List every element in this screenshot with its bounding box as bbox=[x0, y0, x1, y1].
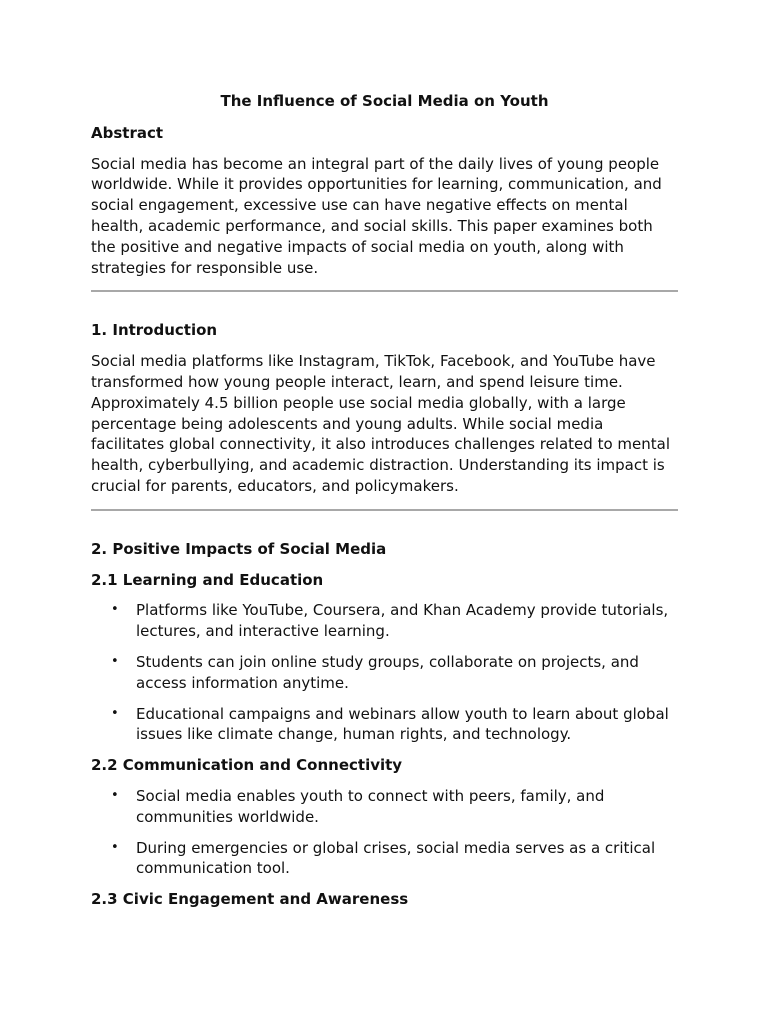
civic-engagement-heading: 2.3 Civic Engagement and Awareness bbox=[91, 890, 409, 909]
list-item bbox=[91, 652, 678, 694]
list-item-text: During emergencies or global crises, social media serves as a critical communication tool. bbox=[136, 838, 656, 878]
list-item-text: Students can join online study groups, collaborate on projects, and access information anytime. bbox=[136, 652, 639, 692]
bullet-icon: • bbox=[111, 787, 119, 803]
list-item bbox=[91, 786, 678, 828]
document-body bbox=[91, 91, 678, 920]
list-item bbox=[91, 704, 678, 746]
list-item bbox=[91, 600, 678, 642]
bullet-icon: • bbox=[111, 839, 119, 855]
learning-education-heading: 2.1 Learning and Education bbox=[91, 570, 324, 589]
section-divider bbox=[91, 290, 678, 292]
introduction-text: Social media platforms like Instagram, TikTok, Facebook, and YouTube have transformed how young people interact, learn, and spend leisure time. Approximately 4.5 billion people use social media globally, with a large percentage being adolescents and young adults. While social media facilitates global connectivity, it also introduces challenges related to mental health, cyberbullying, and academic distraction. Understanding its impact is crucial for parents, educators, and policymakers. bbox=[91, 352, 670, 495]
communication-connectivity-heading: 2.2 Communication and Connectivity bbox=[91, 756, 403, 775]
list-item-text: Platforms like YouTube, Coursera, and Khan Academy provide tutorials, lectures, and interactive learning. bbox=[136, 601, 669, 641]
bullet-icon: • bbox=[111, 653, 119, 669]
abstract-heading: Abstract bbox=[91, 123, 164, 142]
communication-connectivity-list bbox=[91, 786, 678, 879]
abstract-text: Social media has become an integral part of the daily lives of young people worldwide. While it provides opportunities for learning, communication, and social engagement, excessive use can have negative effects on mental health, academic performance, and social skills. This paper examines both the positive and negative impacts of social media on youth, along with strategies for responsible use. bbox=[91, 154, 662, 277]
bullet-icon: • bbox=[111, 705, 119, 721]
section-divider bbox=[91, 509, 678, 511]
bullet-icon: • bbox=[111, 602, 119, 618]
list-item bbox=[91, 838, 678, 880]
introduction-heading: 1. Introduction bbox=[91, 321, 218, 340]
document-title: The Influence of Social Media on Youth bbox=[220, 92, 549, 110]
list-item-text: Educational campaigns and webinars allow youth to learn about global issues like climate change, human rights, and technology. bbox=[136, 704, 669, 744]
learning-education-list bbox=[91, 600, 678, 745]
positive-impacts-heading: 2. Positive Impacts of Social Media bbox=[91, 539, 387, 558]
list-item-text: Social media enables youth to connect with peers, family, and communities worldwide. bbox=[136, 786, 605, 826]
